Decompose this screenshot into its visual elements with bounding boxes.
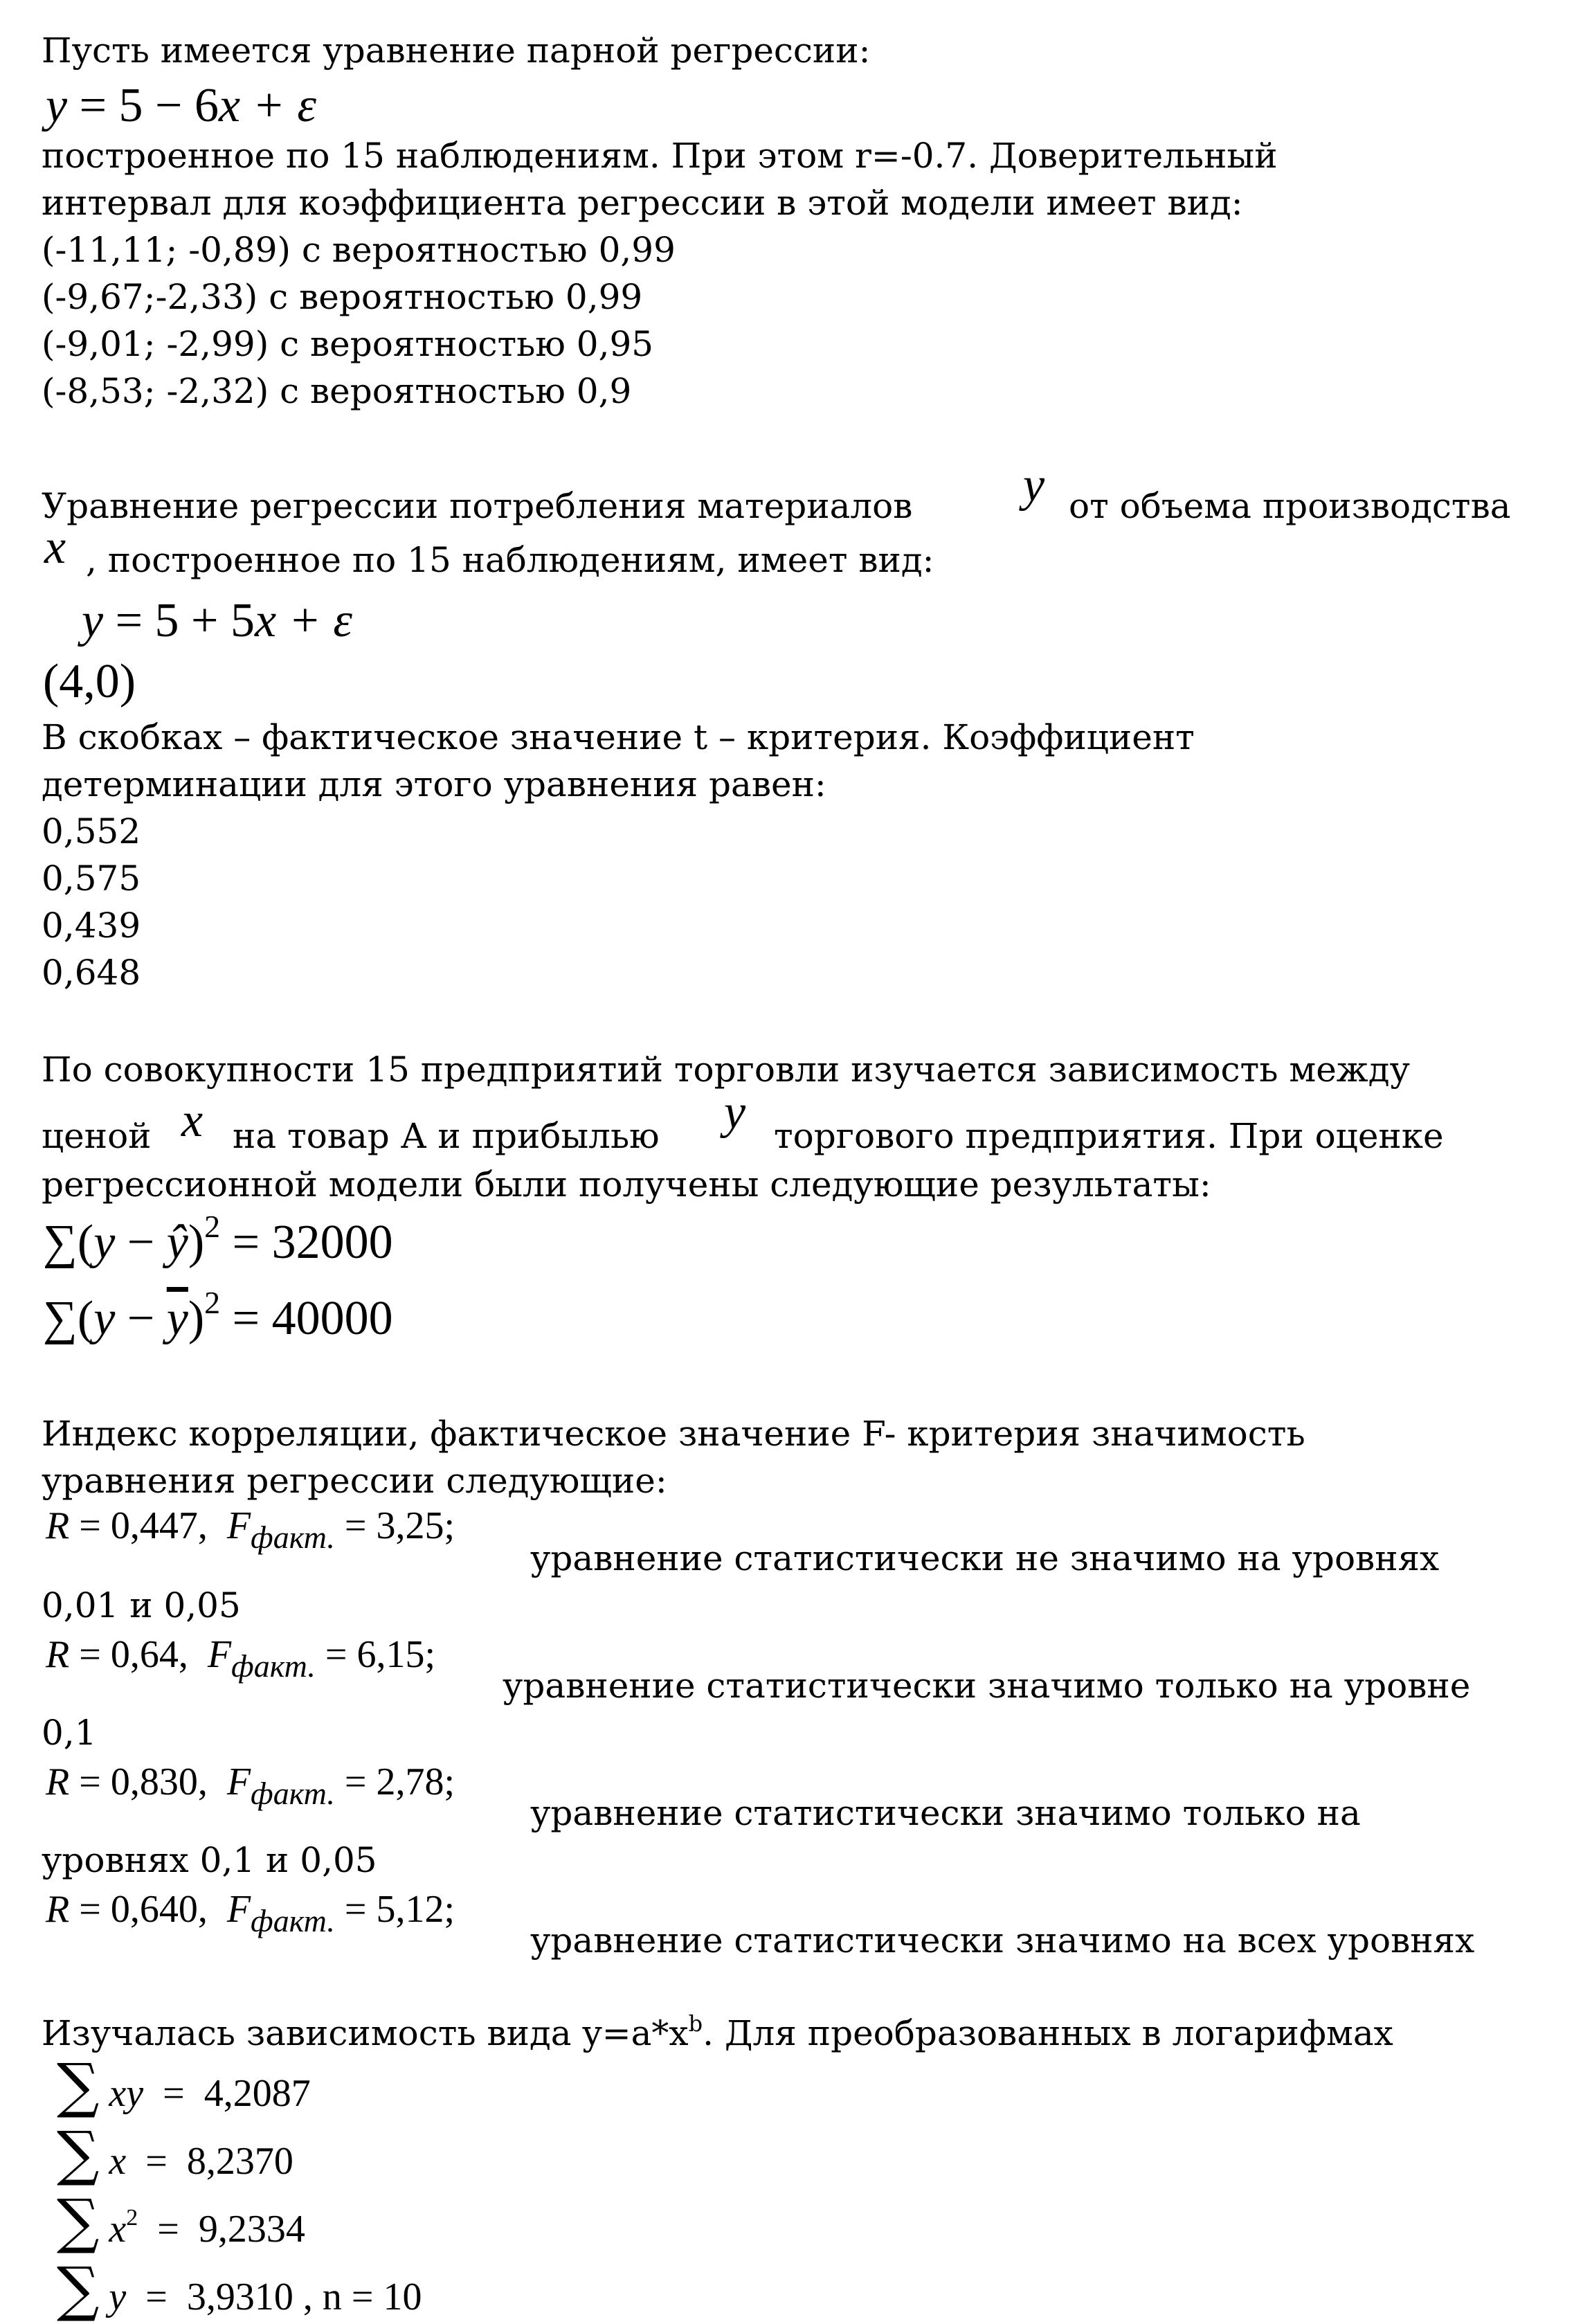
- q4-option-formula: R = 0,64, $F_{факт.} = 6,15$;: [46, 1633, 436, 1684]
- q4-option-text: 0,1: [42, 1713, 97, 1753]
- q4-option-formula: R = 0,447, $F_{факт.} = 3,25$;: [46, 1504, 455, 1555]
- q2-text-line: от объема производства: [1069, 486, 1511, 526]
- q4-option-formula: R = 0,830, $F_{факт.} = 2,78$;: [46, 1760, 455, 1811]
- q5-sum-row: ∑ $x^2 = 9,2334$: [57, 2187, 305, 2256]
- q2-var-x: x: [44, 521, 66, 574]
- q2-text-line: Уравнение регрессии потребления материалов: [42, 486, 913, 526]
- q1-option: (-9,01; -2,99) с вероятностью 0,95: [42, 324, 654, 364]
- q4-option-text: уравнение статистически значимо на всех уровнях: [530, 1920, 1475, 1961]
- q5-sum-row: ∑ xy = 4,2087: [57, 2051, 311, 2120]
- q3-text-line: на товар А и прибылью: [233, 1116, 660, 1156]
- q3-text-line: торгового предприятия. При оценке: [774, 1116, 1444, 1156]
- q4-option-text: уровнях 0,1 и 0,05: [42, 1840, 377, 1880]
- q3-sum-residual: ∑(y − ŷ)$^2$ = 32000: [43, 1209, 393, 1269]
- q4-text-line: Индекс корреляции, фактическое значение F- критерия значимость: [42, 1414, 1305, 1454]
- q4-option-text: уравнение статистически значимо только на уровне: [503, 1666, 1471, 1706]
- q1-option: (-11,11; -0,89) с вероятностью 0,99: [42, 230, 676, 270]
- q2-text-line: В скобках – фактическое значение t – критерия. Коэффициент: [42, 717, 1195, 757]
- q5-sum-row: ∑ y = 3,9310 , n = 10: [57, 2255, 422, 2324]
- q2-var-y: y: [1023, 458, 1045, 512]
- q2-option: 0,575: [42, 858, 141, 899]
- q4-option-text: уравнение статистически не значимо на уровнях: [530, 1538, 1440, 1578]
- q2-text-line: детерминации для этого уравнения равен:: [42, 764, 826, 804]
- q2-option: 0,439: [42, 906, 141, 946]
- q4-option-formula: R = 0,640, $F_{факт.} = 5,12$;: [46, 1888, 455, 1938]
- q4-text-line: уравнения регрессии следующие:: [42, 1461, 667, 1501]
- q3-text-line: По совокупности 15 предприятий торговли изучается зависимость между: [42, 1050, 1411, 1090]
- q3-var-x: x: [181, 1094, 203, 1147]
- q5-text-line: Изучалась зависимость вида $y=a*x^b$. Для преобразованных в логарифмах: [42, 2010, 1393, 2053]
- q5-sum-row: ∑ x = 8,2370: [57, 2119, 293, 2188]
- q1-text-line: интервал для коэффициента регрессии в этой модели имеет вид:: [42, 183, 1243, 223]
- q4-option-text: 0,01 и 0,05: [42, 1585, 241, 1625]
- q1-text-line: построенное по 15 наблюдениям. При этом r=-0.7. Доверительный: [42, 136, 1278, 176]
- q1-intro: Пусть имеется уравнение парной регрессии:: [42, 30, 871, 71]
- q2-option: 0,648: [42, 953, 141, 993]
- q4-option-text: уравнение статистически значимо только на: [530, 1793, 1361, 1833]
- q2-text-line: , построенное по 15 наблюдениям, имеет вид:: [86, 540, 934, 580]
- q1-equation: y = 5 − 6x + ε: [46, 79, 316, 132]
- q1-option: (-8,53; -2,32) с вероятностью 0,9: [42, 371, 632, 411]
- q2-option: 0,552: [42, 811, 141, 852]
- q1-option: (-9,67;-2,33) с вероятностью 0,99: [42, 277, 643, 317]
- q3-text-line: ценой: [42, 1116, 152, 1156]
- q3-sum-total: $\sum(y - \overline{y})^2 = 40000$: [43, 1285, 393, 1345]
- q3-var-y: y: [724, 1086, 746, 1139]
- q2-tstat: (4,0): [43, 655, 136, 708]
- q3-text-line: регрессионной модели были получены следующие результаты:: [42, 1164, 1211, 1205]
- q2-equation: y = 5 + 5x + ε: [82, 594, 352, 647]
